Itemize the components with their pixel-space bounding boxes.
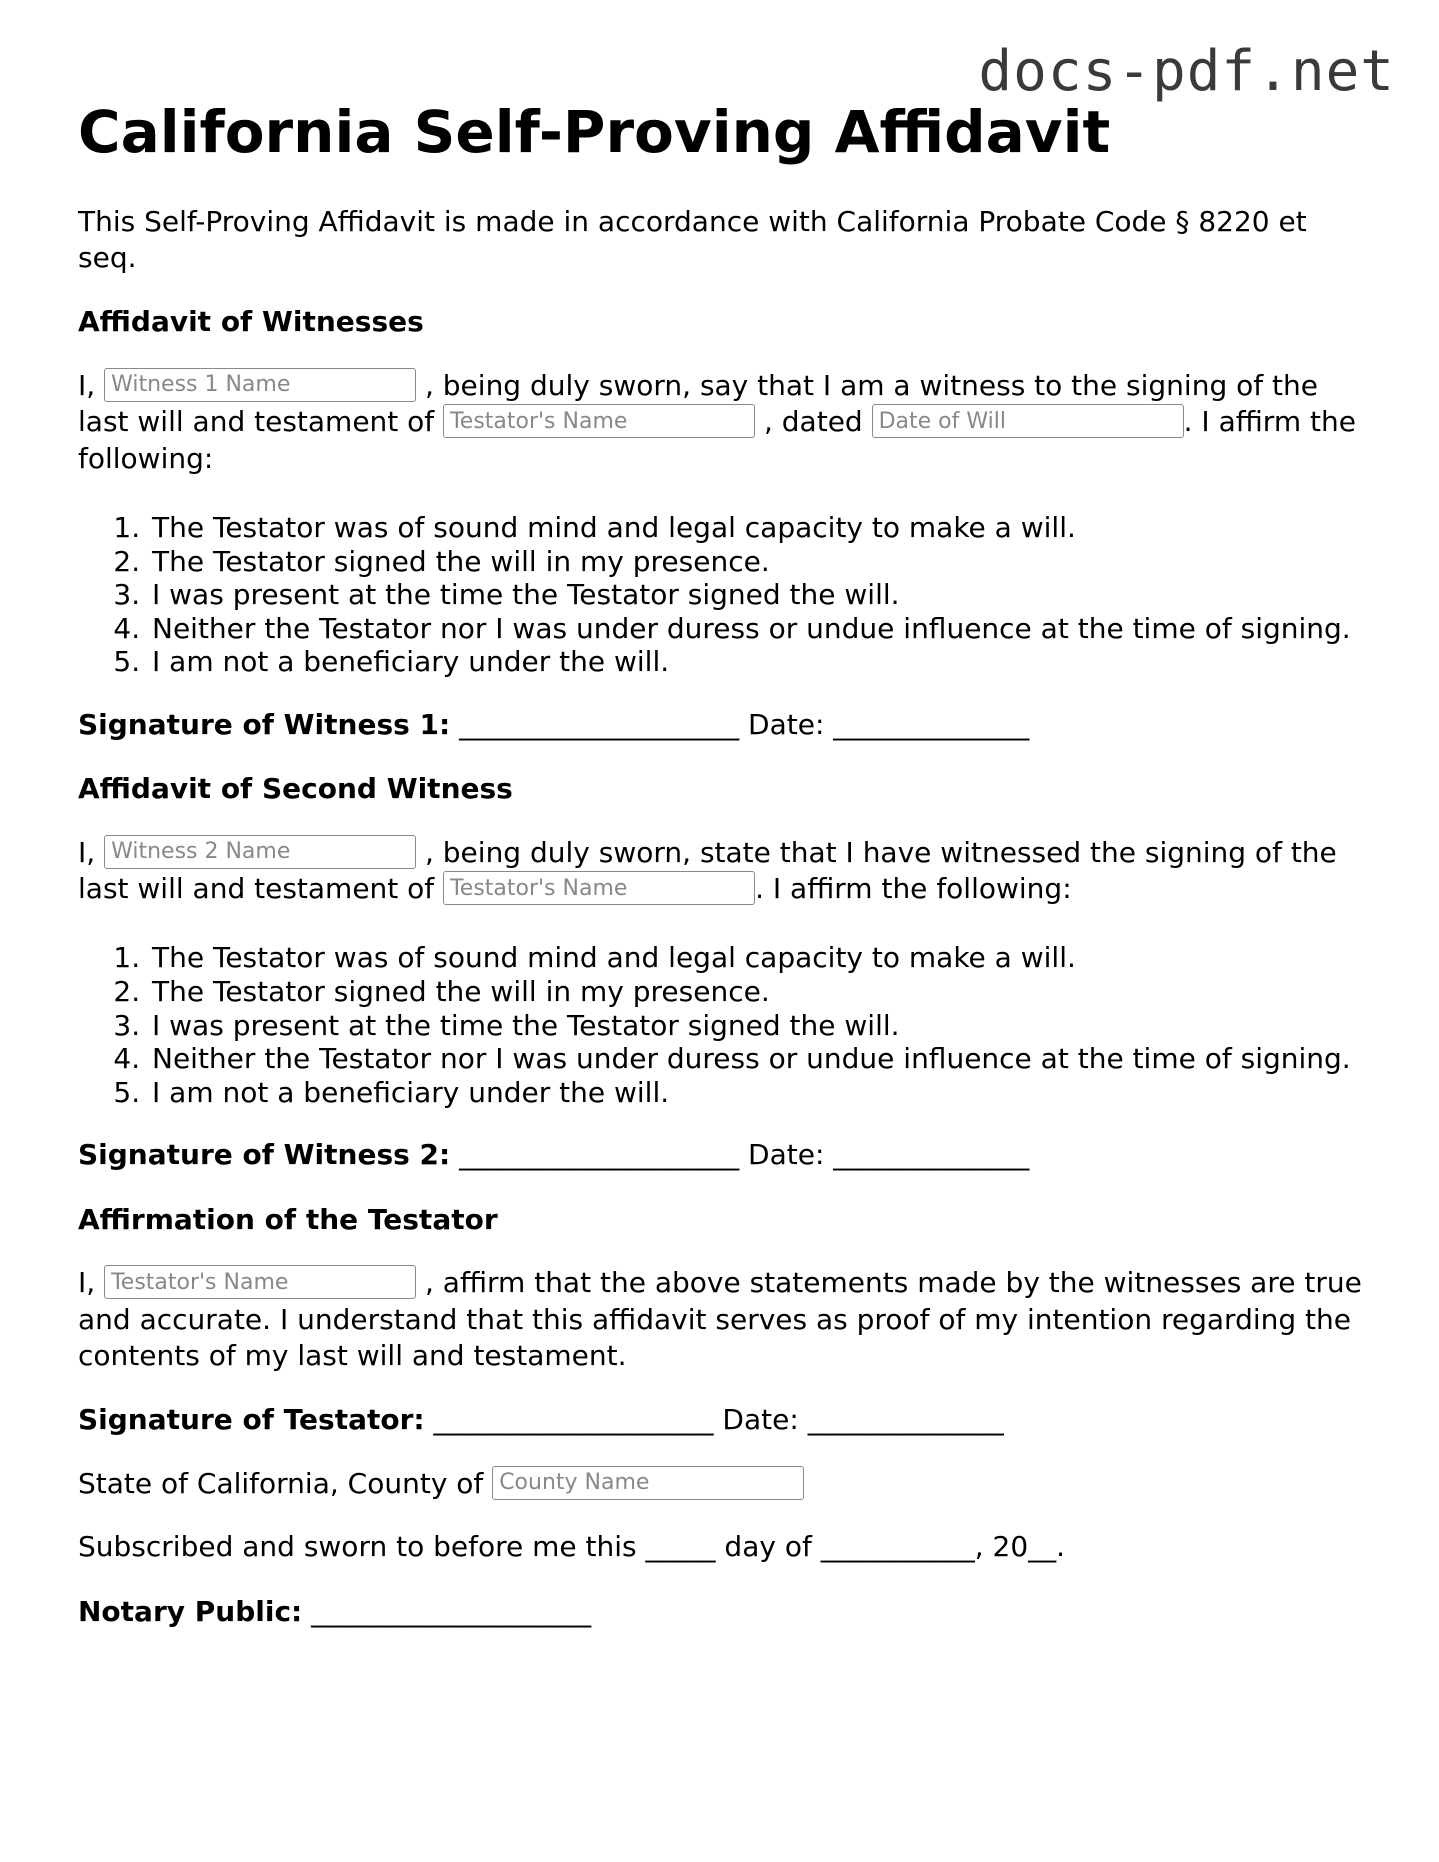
date-blank: ______________ — [807, 1403, 1004, 1437]
list-item: 5. I am not a beneficiary under the will. — [149, 645, 1378, 679]
date-blank: ______________ — [833, 1138, 1030, 1172]
section-heading-second-witness: Affidavit of Second Witness — [78, 772, 513, 806]
county-name-input[interactable] — [492, 1466, 804, 1500]
county-label: State of California, County of — [78, 1466, 484, 1500]
date-blank: ______________ — [833, 707, 1030, 741]
date-of-will-input[interactable] — [872, 404, 1184, 438]
paragraph-text: , being duly sworn, say that I am a witness to the signing of the last will and testament of — [78, 368, 1318, 439]
witness1-name-input[interactable] — [104, 368, 416, 402]
page-title: California Self-Proving Affidavit — [78, 98, 1111, 166]
witness1-paragraph — [78, 368, 1368, 477]
watermark: docs-pdf.net — [978, 39, 1395, 104]
affirmation-list-2 — [78, 941, 1378, 1109]
signature-blank: ____________________ — [433, 1403, 714, 1437]
signature-blank: ____________________ — [459, 1138, 740, 1172]
testator-signature-line — [78, 1402, 1378, 1438]
paragraph-text: , dated — [763, 405, 863, 439]
prefix-text: I, — [78, 368, 96, 402]
signature-blank: ____________________ — [459, 707, 740, 741]
signature-label: Signature of Witness 2: — [78, 1138, 451, 1172]
list-item: 3. I was present at the time the Testator signed the will. — [149, 1009, 1378, 1043]
list-item: 5. I am not a beneficiary under the will. — [149, 1076, 1378, 1110]
list-item: 4. Neither the Testator nor I was under duress or undue influence at the time of signing. — [149, 612, 1378, 646]
county-line — [78, 1466, 1378, 1502]
paragraph-text: , affirm that the above statements made by the witnesses are true and accurate. I understand that this affidavit serves as proof of my intention regarding the contents of my last will and testament. — [78, 1266, 1362, 1372]
testator-paragraph — [78, 1265, 1368, 1374]
intro-text: This Self-Proving Affidavit is made in accordance with California Probate Code § 8220 et seq. — [78, 204, 1307, 274]
notary-signature-line — [78, 1594, 1378, 1630]
notary-label: Notary Public: — [78, 1594, 303, 1628]
paragraph-text: , being duly sworn, state that I have witnessed the signing of the last will and testament of — [78, 835, 1337, 906]
list-item: 3. I was present at the time the Testator signed the will. — [149, 578, 1378, 612]
paragraph-text: . I affirm the following: — [78, 405, 1356, 475]
witness2-paragraph — [78, 835, 1368, 908]
date-label: Date: — [748, 1138, 825, 1172]
witness2-name-input[interactable] — [104, 835, 416, 869]
testator-name-input-2[interactable] — [443, 871, 755, 905]
prefix-text: I, — [78, 835, 96, 869]
witness1-signature-line — [78, 707, 1378, 743]
signature-label: Signature of Testator: — [78, 1403, 425, 1437]
signature-label: Signature of Witness 1: — [78, 707, 451, 741]
paragraph-text: . I affirm the following: — [755, 872, 1072, 906]
sworn-statement: Subscribed and sworn to before me this _____ day of ___________, 20__. — [78, 1530, 1066, 1564]
notary-blank: ____________________ — [311, 1594, 592, 1628]
document — [78, 98, 1378, 1630]
witness2-signature-line — [78, 1137, 1378, 1173]
list-item: 2. The Testator signed the will in my presence. — [149, 975, 1378, 1009]
section-heading-testator: Affirmation of the Testator — [78, 1202, 498, 1236]
testator-name-input-1[interactable] — [443, 404, 755, 438]
affirmation-list-1 — [78, 511, 1378, 679]
date-label: Date: — [722, 1403, 799, 1437]
list-item: 1. The Testator was of sound mind and legal capacity to make a will. — [149, 941, 1378, 975]
list-item: 1. The Testator was of sound mind and legal capacity to make a will. — [149, 511, 1378, 545]
list-item: 4. Neither the Testator nor I was under duress or undue influence at the time of signing. — [149, 1042, 1378, 1076]
list-item: 2. The Testator signed the will in my presence. — [149, 545, 1378, 579]
prefix-text: I, — [78, 1266, 96, 1300]
date-label: Date: — [748, 707, 825, 741]
section-heading-witnesses: Affidavit of Witnesses — [78, 305, 424, 339]
testator-name-input-3[interactable] — [104, 1265, 416, 1299]
